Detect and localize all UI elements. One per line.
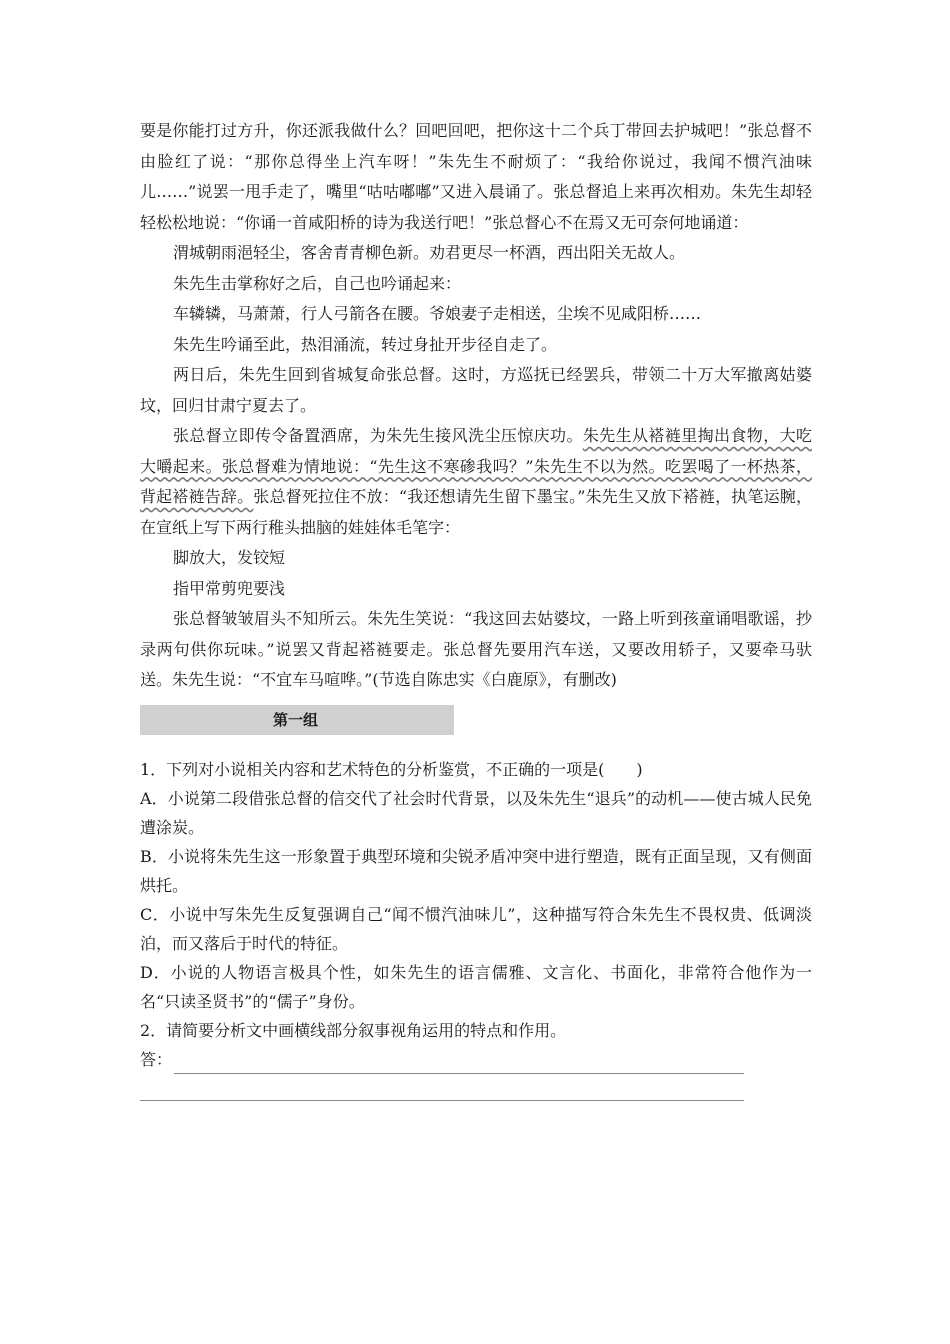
marked-passage: 朱先生从褡裢里掏出食物，大吃大嚼起来。张总督难为情地说：“先生这不寒碜我吗？”朱先生不以为然。吃罢喝了一杯热茶，背起褡裢告辞。 (140, 426, 812, 506)
answer-line-1[interactable] (174, 1053, 744, 1074)
document-page (140, 116, 812, 1101)
question-1: 1．下列对小说相关内容和艺术特色的分析鉴赏，不正确的一项是( ) (140, 759, 643, 779)
option-d: D．小说的人物语言极具个性，如朱先生的语言儒雅、文言化、书面化，非常符合他作为一名“只读圣贤书”的“儒子”身份。 (140, 962, 812, 1011)
section-banner: 第一组 (140, 705, 454, 735)
answer-line-2[interactable] (140, 1100, 744, 1101)
ballad-line-1: 脚放大，发铰短 (173, 548, 286, 567)
option-a: A．小说第二段借张总督的信交代了社会时代背景，以及朱先生“退兵”的动机——使古城人民免遭涂炭。 (140, 788, 812, 837)
passage-paragraph-7 (140, 421, 812, 543)
passage-paragraph-6: 两日后，朱先生回到省城复命张总督。这时，方巡抚已经罢兵，带领二十万大军撤离姑婆坟，回归甘肃宁夏去了。 (140, 365, 812, 415)
paragraph-7-start: 张总督立即传令备置酒席，为朱先生接风洗尘压惊庆功。 (173, 426, 583, 445)
option-b: B．小说将朱先生这一形象置于典型环境和尖锐矛盾冲突中进行塑造，既有正面呈现，又有侧面烘托。 (140, 846, 812, 895)
questions (140, 755, 812, 1101)
option-c: C．小说中写朱先生反复强调自己“闻不惯汽油味儿”，这种描写符合朱先生不畏权贵、低调淡泊，而又落后于时代的特征。 (140, 904, 812, 953)
poem-bingche: 车辚辚，马萧萧，行人弓箭各在腰。爷娘妻子走相送，尘埃不见咸阳桥…… (173, 304, 702, 323)
passage-paragraph-1: 要是你能打过方升，你还派我做什么？回吧回吧，把你这十二个兵丁带回去护城吧！”张总督不由脸红了说：“那你总得坐上汽车呀！”朱先生不耐烦了：“我给你说过，我闻不惯汽油味儿……”说罢一甩手走了，嘴里“咕咕嘟嘟”又进入晨诵了。张总督追上来再次相劝。朱先生却轻轻松松地说：“你诵一首咸阳桥的诗为我送行吧！”张总督心不在焉又无可奈何地诵道： (140, 121, 812, 232)
answer-row (140, 1045, 812, 1074)
passage-paragraph-5: 朱先生吟诵至此，热泪涌流，转过身扯开步径自走了。 (173, 334, 558, 354)
passage-paragraph-3: 朱先生击掌称好之后，自己也吟诵起来： (173, 273, 462, 293)
ballad-line-2: 指甲常剪兜要浅 (173, 578, 286, 598)
passage (140, 116, 812, 696)
poem-weicheng: 渭城朝雨浥轻尘，客舍青青柳色新。劝君更尽一杯酒，西出阳关无故人。 (173, 243, 686, 262)
paragraph-7-end: 张总督死拉住不放：“我还想请先生留下墨宝。”朱先生又放下褡裢，执笔运腕，在宣纸上写下两行稚头拙脑的娃娃体毛笔字： (140, 487, 812, 537)
answer-label: 答： (140, 1049, 173, 1069)
question-2: 2．请简要分析文中画横线部分叙事视角运用的特点和作用。 (140, 1020, 567, 1040)
passage-paragraph-10: 张总督皱皱眉头不知所云。朱先生笑说：“我这回去姑婆坟，一路上听到孩童诵唱歌谣，抄录两句供你玩味。”说罢又背起褡裢要走。张总督先要用汽车送，又要改用轿子，又要牵马驮送。朱先生说：“不宜车马喧哗。”(节选自陈忠实《白鹿原》，有删改) (140, 609, 812, 689)
